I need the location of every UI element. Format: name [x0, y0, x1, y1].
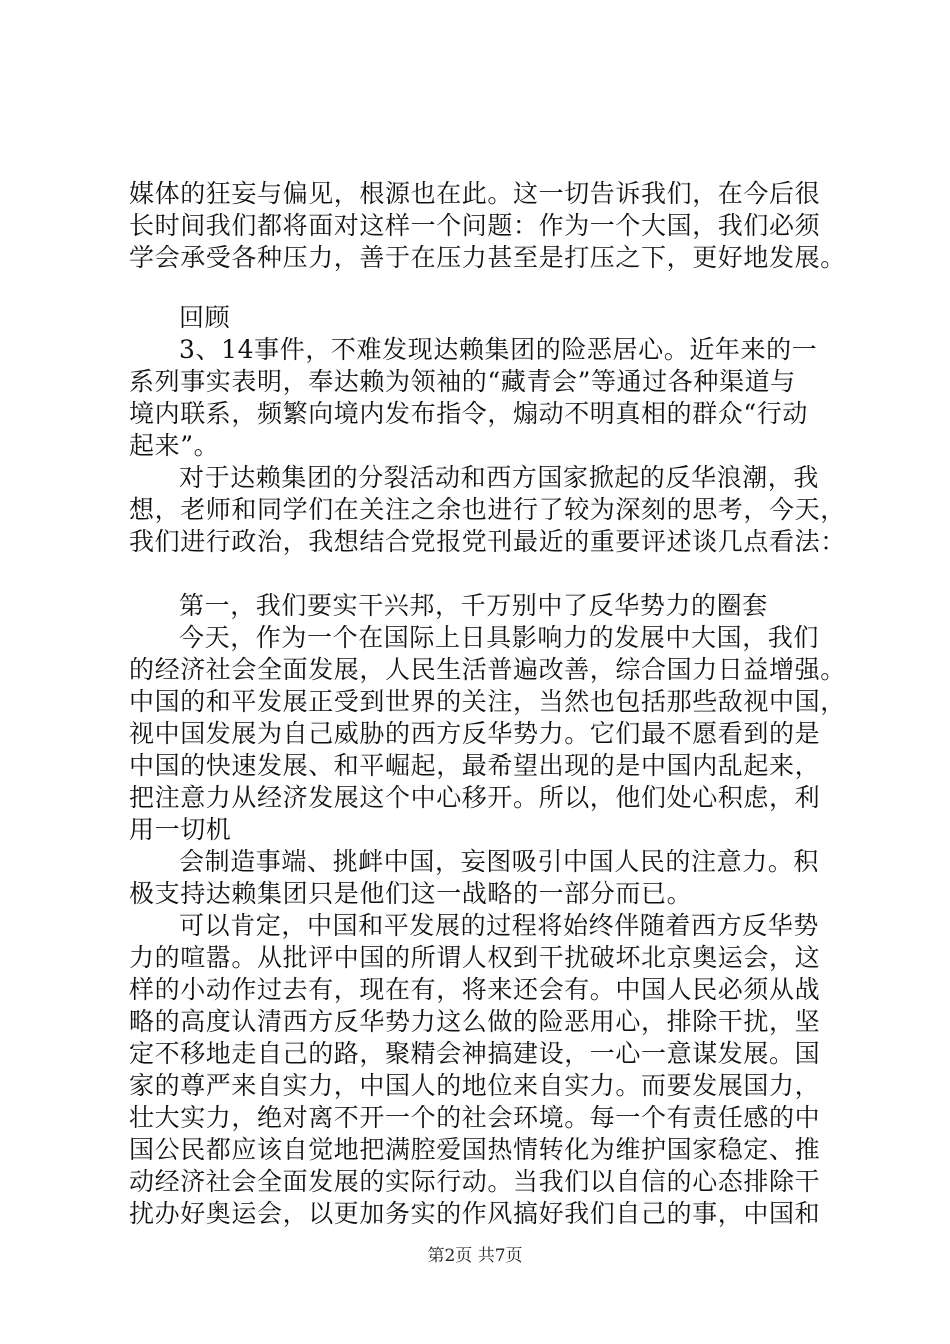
text-line: 中国的和平发展正受到世界的关注，当然也包括那些敌视中国， — [129, 687, 846, 716]
text-line: 视中国发展为自己威胁的西方反华势力。它们最不愿看到的是 — [129, 719, 821, 748]
section-heading: 回顾 — [179, 303, 231, 332]
text-line: 系列事实表明，奉达赖为领袖的“藏青会”等通过各种渠道与 — [129, 367, 796, 396]
text-line: 可以肯定，中国和平发展的过程将始终伴随着西方反华势 — [179, 911, 820, 940]
text-line: 想，老师和同学们在关注之余也进行了较为深刻的思考，今天， — [129, 495, 846, 524]
text-line: 会制造事端、挑衅中国，妄图吸引中国人民的注意力。积 — [179, 847, 820, 876]
page-number-footer: 第2页 共7页 — [427, 1246, 523, 1266]
text-line: 媒体的狂妄与偏见，根源也在此。这一切告诉我们，在今后很 — [129, 179, 821, 208]
text-line: 境内联系，频繁向境内发布指令，煽动不明真相的群众“行动 — [129, 399, 808, 428]
text-line: 国公民都应该自觉地把满腔爱国热情转化为维护国家稳定、推 — [129, 1135, 821, 1164]
text-line: 用一切机 — [129, 815, 232, 844]
text-line: 起来”。 — [129, 431, 220, 460]
text-line: 中国的快速发展、和平崛起，最希望出现的是中国内乱起来， — [129, 751, 821, 780]
text-line: 学会承受各种压力，善于在压力甚至是打压之下，更好地发展。 — [129, 243, 846, 272]
text-line: 把注意力从经济发展这个中心移开。所以，他们处心积虑，利 — [129, 783, 821, 812]
text-line: 扰办好奥运会，以更加务实的作风搞好我们自己的事，中国和 — [129, 1199, 821, 1228]
text-line: 长时间我们都将面对这样一个问题：作为一个大国，我们必须 — [129, 211, 821, 240]
text-line: 极支持达赖集团只是他们这一战略的一部分而已。 — [129, 879, 693, 908]
text-line: 我们进行政治，我想结合党报党刊最近的重要评述谈几点看法： — [129, 527, 846, 556]
section-heading: 第一，我们要实干兴邦，千万别中了反华势力的圈套 — [179, 591, 768, 620]
text-line: 动经济社会全面发展的实际行动。当我们以自信的心态排除干 — [129, 1167, 821, 1196]
text-line: 略的高度认清西方反华势力这么做的险恶用心，排除干扰，坚 — [129, 1007, 821, 1036]
text-line: 壮大实力，绝对离不开一个的社会环境。每一个有责任感的中 — [129, 1103, 821, 1132]
text-line: 今天，作为一个在国际上日具影响力的发展中大国，我们 — [179, 623, 820, 652]
text-line: 的经济社会全面发展，人民生活普遍改善，综合国力日益增强。 — [129, 655, 846, 684]
text-line: 3、14事件，不难发现达赖集团的险恶居心。近年来的一 — [179, 335, 818, 364]
text-line: 定不移地走自己的路，聚精会神搞建设，一心一意谋发展。国 — [129, 1039, 821, 1068]
text-line: 家的尊严来自实力，中国人的地位来自实力。而要发展国力， — [129, 1071, 821, 1100]
text-line: 力的喧嚣。从批评中国的所谓人权到干扰破坏北京奥运会，这 — [129, 943, 821, 972]
text-line: 样的小动作过去有，现在有，将来还会有。中国人民必须从战 — [129, 975, 821, 1004]
text-line: 对于达赖集团的分裂活动和西方国家掀起的反华浪潮，我 — [179, 463, 820, 492]
